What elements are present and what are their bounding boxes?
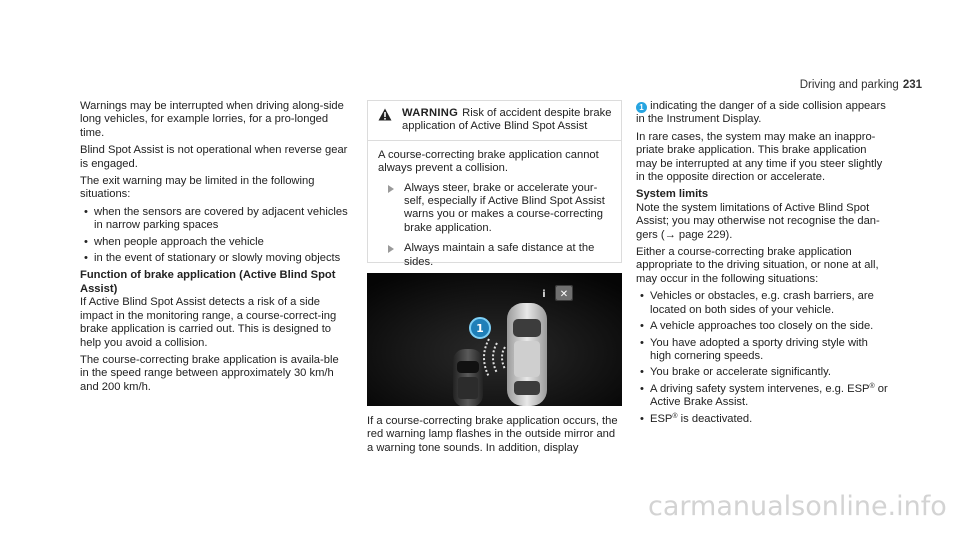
warning-header (368, 101, 621, 141)
paragraph: Either a course-correcting brake application appropriate to the driving situation, or none at all, may occur in the following situations: (636, 246, 879, 285)
section-heading: Function of brake application (Active Blind Spot Assist) (80, 269, 336, 295)
warning-text: A course-correcting brake application cannot always prevent a collision. (378, 148, 599, 175)
list-item: • A vehicle approaches too closely on the side. (636, 320, 890, 333)
callout-icon: 1 (636, 102, 647, 113)
section-title: Driving and parking (799, 79, 899, 91)
list-item: • when people approach the vehicle (80, 236, 348, 249)
paragraph: The course-correcting brake application is availa-ble in the speed range between approximately 30 km/h and 200 km/h. (80, 353, 339, 393)
paragraph: Blind Spot Assist is not operational when reverse gear is engaged. (80, 144, 348, 170)
instrument-display-image (367, 273, 622, 406)
paragraph: Note the system limitations of Active Blind Spot Assist; you may otherwise not recognise the dan-gers (→ page 229). (636, 201, 880, 241)
list-item: • You have adopted a sporty driving style with high cornering speeds. (636, 337, 890, 364)
arrow-icon (388, 245, 394, 253)
list-item: • in the event of stationary or slowly moving objects (80, 252, 348, 265)
list-item: • ESP® is deactivated. (636, 413, 890, 426)
page-number: 231 (902, 79, 922, 91)
arrow-icon (388, 185, 394, 193)
callout-number: 1 (476, 322, 484, 335)
warning-triangle-icon (378, 108, 392, 121)
figure-caption: If a course-correcting brake application occurs, the red warning lamp flashes in the outside mirror and a warning tone sounds. In addition, display (367, 415, 618, 454)
warning-instruction: Always steer, brake or accelerate your-self, especially if Active Blind Spot Assist warns you or makes a course-correcting brake application. (378, 182, 615, 236)
warning-box (367, 100, 622, 268)
warning-title: Risk of accident despite brake application of Active Blind Spot Assist (402, 107, 612, 133)
column-left (80, 100, 348, 398)
adjacent-vehicle (453, 349, 483, 406)
list-item: • A driving safety system intervenes, e.g. ESP® or Active Brake Assist. (636, 383, 890, 410)
paragraph: Warnings may be interrupted when driving along-side long vehicles, for example lorries, for a pro-longed time. (80, 100, 344, 139)
list-item: • when the sensors are covered by adjacent vehicles in narrow parking spaces (80, 206, 348, 233)
blind-spot-display-illustration (367, 273, 622, 406)
watermark: carmanualsonline.info (648, 491, 947, 522)
warning-instruction: Always maintain a safe distance at the sides. (378, 242, 615, 269)
paragraph: In rare cases, the system may make an inappro-priate brake application. This brake application may be interrupted at any time if you steer slightly in the opposite direction or accelerate. (636, 130, 883, 184)
paragraph: If Active Blind Spot Assist detects a risk of a side impact in the monitoring range, a course-correct-ing brake application is carried out. This is designed to help you avoid a collision. (80, 296, 337, 349)
section-heading: System limits (636, 188, 709, 201)
callout-marker (470, 318, 490, 338)
paragraph: 1 indicating the danger of a side collision appears in the Instrument Display. (636, 100, 886, 126)
paragraph: The exit warning may be limited in the following situations: (80, 175, 315, 201)
column-right (636, 100, 890, 429)
warning-body (368, 141, 621, 269)
list-item: • You brake or accelerate significantly. (636, 366, 890, 379)
own-vehicle (507, 303, 547, 406)
close-icon: ✕ (559, 289, 569, 300)
page-header (800, 79, 922, 92)
info-icon: i (542, 289, 546, 300)
warning-label: WARNING (402, 107, 459, 119)
list-item: • Vehicles or obstacles, e.g. crash barriers, are located on both sides of your vehicle. (636, 290, 890, 317)
